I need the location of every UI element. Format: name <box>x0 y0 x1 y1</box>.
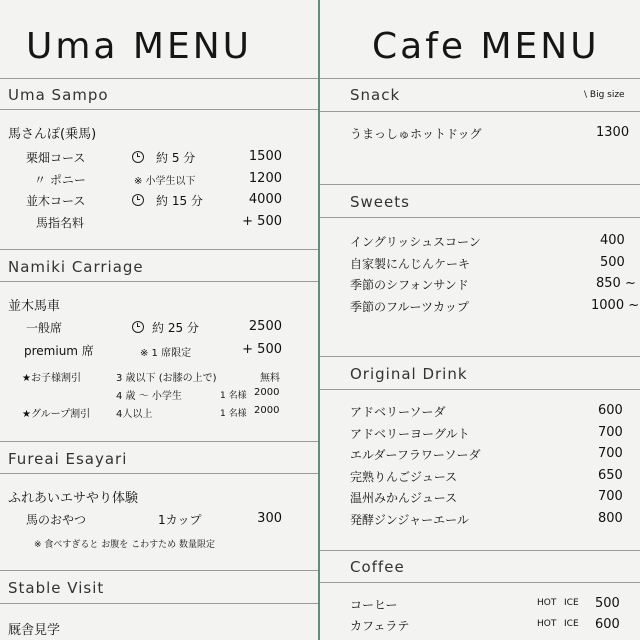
menu-item-price: 4000 <box>248 192 282 207</box>
discount-price: 2000 <box>254 405 280 416</box>
divider <box>320 184 640 185</box>
menu-item-price: 700 <box>598 489 623 504</box>
divider <box>0 281 318 282</box>
menu-item-price: 700 <box>598 425 623 440</box>
section-title-fureai-esayari: Fureai Esayari <box>8 450 128 468</box>
menu-item-price: 1500 <box>248 149 282 164</box>
menu-item-price: 400 <box>600 233 625 248</box>
menu-item-name: 馬指名料 <box>36 216 85 230</box>
discount-label: ★グループ割引 <box>22 409 91 420</box>
namiki-heading: 並木馬車 <box>8 299 61 314</box>
menu-item-price: 650 <box>598 468 623 483</box>
menu-item-name: うまっしゅホットドッグ <box>350 127 482 141</box>
menu-item-note: 約 5 分 <box>156 151 196 165</box>
divider <box>0 109 318 110</box>
discount-price: 無料 <box>260 373 280 384</box>
menu-item-note: 約 15 分 <box>156 194 203 208</box>
menu-item-qty: 1カップ <box>158 513 202 527</box>
menu-item-price: 500 <box>600 255 625 270</box>
section-title-coffee: Coffee <box>350 558 405 576</box>
divider <box>320 550 640 551</box>
menu-item-name: イングリッシュスコーン <box>350 235 481 249</box>
section-title-stable-visit: Stable Visit <box>8 579 105 597</box>
divider <box>0 570 318 571</box>
discount-condition: 4人以上 <box>116 409 153 420</box>
discount-unit: 1 名様 <box>220 391 247 401</box>
menu-item-name: 並木コース <box>26 194 86 208</box>
menu-item-note: ※ 小学生以下 <box>134 176 196 187</box>
menu-item-name: 完熟りんごジュース <box>350 470 458 484</box>
menu-item-price: 600 <box>598 403 623 418</box>
menu-item-name: 発酵ジンジャーエール <box>350 513 469 527</box>
menu-item-name: アドベリーヨーグルト <box>350 427 470 441</box>
menu-item-name: エルダーフラワーソーダ <box>350 448 481 462</box>
divider <box>320 111 640 112</box>
divider <box>0 473 318 474</box>
divider <box>0 78 318 79</box>
uma-menu-title: Uma MENU <box>26 26 253 67</box>
cafe-menu-sheet <box>320 0 640 640</box>
menu-item-price: 700 <box>598 446 623 461</box>
menu-item-name: コーヒー <box>350 598 398 612</box>
menu-item-name: 季節のフルーツカップ <box>350 300 469 314</box>
divider <box>320 389 640 390</box>
section-title-snack: Snack <box>350 86 401 104</box>
menu-item-price: 300 <box>257 511 282 526</box>
menu-item-price: 1000 ~ <box>591 298 640 313</box>
divider <box>320 582 640 583</box>
discount-condition: 3 歳以下 (お膝の上で) <box>116 373 217 384</box>
fureai-heading: ふれあいエサやり体験 <box>8 491 139 506</box>
menu-item-name: 季節のシフォンサンド <box>350 278 469 292</box>
section-title-original-drink: Original Drink <box>350 365 468 383</box>
ice-label: ICE <box>564 598 579 608</box>
menu-item-name: カフェラテ <box>350 619 410 633</box>
discount-price: 2000 <box>254 387 280 398</box>
menu-item-name: 自家製にんじんケーキ <box>350 257 471 271</box>
uma-sampo-heading: 馬さんぽ(乗馬) <box>8 127 97 142</box>
divider <box>320 356 640 357</box>
menu-item-name: アドベリーソーダ <box>350 405 446 419</box>
clock-icon <box>132 321 144 333</box>
menu-item-price: 1300 <box>596 125 630 140</box>
clock-icon <box>132 194 144 206</box>
section-title-sweets: Sweets <box>350 193 410 211</box>
discount-label: ★お子様割引 <box>22 373 81 384</box>
ice-label: ICE <box>564 619 579 629</box>
menu-item-price: 600 <box>595 617 620 632</box>
menu-item-name: 栗畑コース <box>26 151 86 165</box>
menu-item-name: 馬のおやつ <box>26 513 87 527</box>
menu-item-note: 約 25 分 <box>152 321 199 335</box>
hot-label: HOT <box>537 598 557 608</box>
divider <box>320 217 640 218</box>
menu-item-price: + 500 <box>242 342 282 357</box>
menu-item-price: 1200 <box>248 171 282 186</box>
discount-condition: 4 歳 ～ 小学生 <box>116 391 182 402</box>
section-title-uma-sampo: Uma Sampo <box>8 86 109 104</box>
fureai-note: ※ 食べすぎると お腹を こわすため 数量限定 <box>34 540 215 550</box>
menu-item-note: ※ 1 席限定 <box>140 348 192 359</box>
menu-item-price: 500 <box>595 596 620 611</box>
divider <box>320 78 640 79</box>
menu-item-price: 850 ~ <box>596 276 636 291</box>
menu-item-name: 〃 ポニー <box>34 173 86 187</box>
menu-item-price: 2500 <box>248 319 282 334</box>
divider <box>0 603 318 604</box>
discount-unit: 1 名様 <box>220 409 247 419</box>
clock-icon <box>132 151 144 163</box>
menu-item-price: 800 <box>598 511 623 526</box>
hot-label: HOT <box>537 619 557 629</box>
cafe-menu-title: Cafe MENU <box>372 26 600 67</box>
divider <box>0 249 318 250</box>
stable-heading: 厩舎見学 <box>8 623 61 638</box>
menu-item-name: 一般席 <box>26 321 63 335</box>
divider <box>0 441 318 442</box>
menu-item-name: 温州みかんジュース <box>350 491 458 505</box>
uma-menu-sheet <box>0 0 318 640</box>
section-title-namiki-carriage: Namiki Carriage <box>8 258 144 276</box>
big-size-note: \ Big size <box>584 90 625 100</box>
menu-item-price: + 500 <box>242 214 282 229</box>
menu-item-name: premium 席 <box>24 344 94 358</box>
